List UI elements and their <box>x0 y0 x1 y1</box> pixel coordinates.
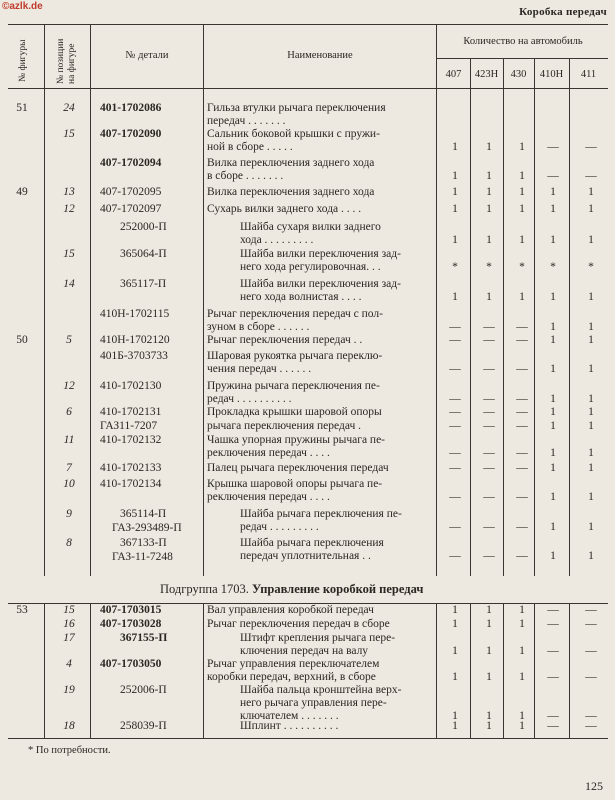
position-number: 14 <box>63 278 75 290</box>
qty-cell: — <box>547 645 559 657</box>
qty-cell: — <box>483 334 495 346</box>
qty-cell: 1 <box>550 334 556 346</box>
qty-cell: — <box>585 141 597 153</box>
qty-cell: — <box>547 710 559 722</box>
qty-cell: — <box>516 462 528 474</box>
col-header-part: № детали <box>125 50 169 61</box>
qty-cell: — <box>483 521 495 533</box>
qty-cell: — <box>585 671 597 683</box>
qty-cell: 1 <box>550 321 556 333</box>
col-divider <box>470 58 471 576</box>
position-number: 19 <box>63 684 75 696</box>
part-number-alt: ГАЗ-11-7248 <box>112 551 173 563</box>
qty-cell: 1 <box>588 234 594 246</box>
qty-cell: 1 <box>550 406 556 418</box>
qty-cell: 1 <box>588 406 594 418</box>
qty-cell: — <box>449 420 461 432</box>
qty-cell: — <box>449 550 461 562</box>
qty-cell: 1 <box>519 645 525 657</box>
qty-cell: 1 <box>452 141 458 153</box>
col-header-fig: № фигуры <box>18 39 28 82</box>
qty-cell: * <box>519 261 525 273</box>
table-bottom-rule <box>8 738 608 739</box>
qty-cell: 1 <box>486 141 492 153</box>
qty-cell: 1 <box>452 234 458 246</box>
col-divider <box>44 24 45 576</box>
position-number: 12 <box>63 380 75 392</box>
part-number: 258039-П <box>120 720 167 732</box>
qty-cell: 1 <box>588 334 594 346</box>
part-name-line: Чашка упорная пружины рычага пе- <box>207 434 386 446</box>
qty-cell: 1 <box>550 203 556 215</box>
qty-cell: 1 <box>550 447 556 459</box>
qty-cell: * <box>550 261 556 273</box>
qty-cell: 1 <box>452 604 458 616</box>
qty-cell: — <box>585 170 597 182</box>
qty-cell: 1 <box>588 393 594 405</box>
part-number: ГАЗ11-7207 <box>100 420 158 432</box>
table-top-rule <box>8 24 608 25</box>
qty-cell: — <box>483 462 495 474</box>
position-number: 9 <box>66 508 72 520</box>
part-number: 410Н-1702120 <box>100 334 170 346</box>
part-name-line: редач . . . . . . . . . <box>240 521 319 533</box>
qty-cell: — <box>547 141 559 153</box>
position-number: 13 <box>63 186 75 198</box>
position-number: 18 <box>63 720 75 732</box>
qty-cell: — <box>516 521 528 533</box>
qty-cell: — <box>516 491 528 503</box>
col-header-name: Наименование <box>287 50 353 61</box>
part-number: 410-1702132 <box>100 434 162 446</box>
part-name-line: ключения передач на валу <box>240 645 369 657</box>
part-name-line: зуном в сборе . . . . . . <box>207 321 310 333</box>
qty-cell: — <box>516 393 528 405</box>
qty-cell: — <box>449 363 461 375</box>
qty-cell: — <box>516 550 528 562</box>
col-divider <box>470 603 471 738</box>
col-divider <box>203 24 204 576</box>
running-header: Коробка передач <box>519 6 607 18</box>
qty-cell: 1 <box>486 291 492 303</box>
qty-cell: — <box>449 491 461 503</box>
part-name-line: Пружина рычага переключения пе- <box>207 380 380 392</box>
qty-cell: — <box>449 521 461 533</box>
qty-cell: 1 <box>588 420 594 432</box>
col-header-model: 410Н <box>539 69 564 80</box>
part-number: 367133-П <box>120 537 167 549</box>
position-number: 8 <box>66 537 72 549</box>
part-name-line: Шайба пальца кронштейна верх- <box>240 684 402 696</box>
qty-cell: 1 <box>588 462 594 474</box>
qty-cell: 1 <box>588 321 594 333</box>
qty-cell: — <box>516 321 528 333</box>
position-number: 15 <box>63 128 75 140</box>
qty-cell: 1 <box>550 462 556 474</box>
part-number: 365064-П <box>120 248 167 260</box>
qty-cell: 1 <box>519 604 525 616</box>
part-name-line: реключения передач . . . . <box>207 491 330 503</box>
part-name-line: Сальник боковой крышки с пружи- <box>207 128 380 140</box>
figure-number: 49 <box>16 186 28 198</box>
qty-cell: 1 <box>588 363 594 375</box>
qty-cell: — <box>547 618 559 630</box>
figure-number: 51 <box>16 102 28 114</box>
qty-cell: 1 <box>588 186 594 198</box>
col-divider <box>90 24 91 576</box>
qty-cell: 1 <box>452 710 458 722</box>
qty-cell: — <box>449 462 461 474</box>
qty-cell: 1 <box>550 393 556 405</box>
qty-cell: — <box>547 720 559 732</box>
qty-cell: 1 <box>550 291 556 303</box>
qty-cell: — <box>585 720 597 732</box>
qty-cell: — <box>449 447 461 459</box>
qty-cell: — <box>585 604 597 616</box>
qty-cell: * <box>486 261 492 273</box>
part-name-line: чения передач . . . . . . <box>207 363 312 375</box>
part-name-line: него хода регулировочная. . . <box>240 261 381 273</box>
part-name-line: хода . . . . . . . . . <box>240 234 314 246</box>
qty-cell: — <box>516 420 528 432</box>
qty-cell: 1 <box>519 291 525 303</box>
part-name-line: в сборе . . . . . . . <box>207 170 284 182</box>
qty-cell: — <box>547 671 559 683</box>
part-number: 410-1702130 <box>100 380 162 392</box>
col-header-qty: Количество на автомобиль <box>463 36 583 47</box>
part-name-line: передач уплотнительная . . <box>240 550 371 562</box>
part-name-line: Шплинт . . . . . . . . . . <box>240 720 339 732</box>
col-header-pos: № позиции на фигуре <box>56 38 77 84</box>
part-name-line: Вал управления коробкой передач <box>207 604 374 616</box>
qty-cell: — <box>483 491 495 503</box>
col-divider <box>503 58 504 576</box>
part-number: 407-1702094 <box>100 157 162 169</box>
qty-cell: — <box>483 321 495 333</box>
qty-cell: 1 <box>550 491 556 503</box>
part-name-line: Палец рычага переключения передач <box>207 462 389 474</box>
part-number: 410-1702134 <box>100 478 162 490</box>
subgroup-heading <box>160 582 423 597</box>
qty-cell: 1 <box>519 170 525 182</box>
part-name-line: редач . . . . . . . . . . <box>207 393 292 405</box>
position-number: 10 <box>63 478 75 490</box>
position-number: 16 <box>63 618 75 630</box>
qty-cell: 1 <box>452 203 458 215</box>
qty-cell: 1 <box>550 363 556 375</box>
part-name-line: Штифт крепления рычага пере- <box>240 632 396 644</box>
part-name-line: передач . . . . . . . <box>207 115 286 127</box>
col-divider <box>44 603 45 738</box>
col-divider <box>203 603 204 738</box>
part-name-line: него рычага управления пере- <box>240 697 387 709</box>
qty-cell: — <box>516 363 528 375</box>
position-number: 24 <box>63 102 75 114</box>
part-name-line: Рычаг переключения передач в сборе <box>207 618 390 630</box>
position-number: 17 <box>63 632 75 644</box>
qty-cell: 1 <box>588 491 594 503</box>
qty-cell: 1 <box>452 186 458 198</box>
qty-cell: — <box>449 321 461 333</box>
qty-cell: 1 <box>519 141 525 153</box>
qty-cell: 1 <box>519 618 525 630</box>
col-divider <box>90 603 91 738</box>
position-number: 5 <box>66 334 72 346</box>
part-name-line: Рычаг переключения передач с пол- <box>207 308 383 320</box>
col-divider <box>436 24 437 576</box>
qty-cell: — <box>449 393 461 405</box>
qty-cell: 1 <box>452 645 458 657</box>
part-name-line: Вилка переключения заднего хода <box>207 186 375 198</box>
part-number: 365114-П <box>120 508 167 520</box>
qty-cell: 1 <box>486 170 492 182</box>
qty-cell: 1 <box>588 550 594 562</box>
qty-cell: 1 <box>588 447 594 459</box>
part-name-line: Сухарь вилки заднего хода . . . . <box>207 203 362 215</box>
qty-cell: 1 <box>486 671 492 683</box>
col-divider <box>503 603 504 738</box>
col-header-model: 411 <box>580 69 597 80</box>
qty-sub-rule <box>436 58 608 59</box>
col-divider <box>569 603 570 738</box>
qty-cell: — <box>449 406 461 418</box>
part-name-line: Прокладка крышки шаровой опоры <box>207 406 382 418</box>
col-header-model: 407 <box>445 69 462 80</box>
part-name-line: него хода волнистая . . . . <box>240 291 362 303</box>
part-number: 401-1702086 <box>100 102 162 114</box>
subgroup-title: Управление коробкой передач <box>252 582 424 596</box>
part-name-line: Шайба сухаря вилки заднего <box>240 221 381 233</box>
qty-cell: — <box>516 447 528 459</box>
part-number: 407-1703015 <box>100 604 162 616</box>
position-number: 15 <box>63 604 75 616</box>
qty-cell: 1 <box>452 618 458 630</box>
qty-cell: — <box>585 710 597 722</box>
part-name-line: рычага переключения передач . <box>207 420 362 432</box>
qty-cell: 1 <box>588 203 594 215</box>
qty-cell: 1 <box>519 203 525 215</box>
watermark: ©azlk.de <box>2 1 43 12</box>
part-name-line: ной в сборе . . . . . <box>207 141 293 153</box>
qty-cell: 1 <box>519 720 525 732</box>
qty-cell: 1 <box>588 521 594 533</box>
qty-cell: 1 <box>486 234 492 246</box>
part-number-alt: ГАЗ-293489-П <box>112 522 182 534</box>
qty-cell: — <box>483 420 495 432</box>
col-header-model: 423Н <box>474 69 499 80</box>
part-name-line: Шаровая рукоятка рычага переклю- <box>207 350 383 362</box>
part-name-line: коробки передач, верхний, в сборе <box>207 671 376 683</box>
col-divider <box>436 603 437 738</box>
position-number: 7 <box>66 462 72 474</box>
qty-cell: 1 <box>452 170 458 182</box>
qty-cell: 1 <box>486 604 492 616</box>
position-number: 12 <box>63 203 75 215</box>
qty-cell: 1 <box>452 720 458 732</box>
qty-cell: — <box>547 170 559 182</box>
part-number: 367155-П <box>120 632 168 644</box>
part-name-line: Крышка шаровой опоры рычага пе- <box>207 478 383 490</box>
qty-cell: * <box>588 261 594 273</box>
part-number: 252006-П <box>120 684 167 696</box>
figure-number: 50 <box>16 334 28 346</box>
part-name-line: реключения передач . . . . <box>207 447 330 459</box>
qty-cell: 1 <box>452 291 458 303</box>
qty-cell: — <box>483 550 495 562</box>
qty-cell: — <box>483 447 495 459</box>
qty-cell: — <box>483 393 495 405</box>
part-number: 407-1703028 <box>100 618 162 630</box>
part-name-line: Шайба вилки переключения зад- <box>240 278 401 290</box>
qty-cell: 1 <box>588 291 594 303</box>
part-name-line: Шайба вилки переключения зад- <box>240 248 401 260</box>
qty-cell: 1 <box>519 710 525 722</box>
part-name-line: Гильза втулки рычага переключения <box>207 102 386 114</box>
part-number: 407-1702090 <box>100 128 162 140</box>
qty-cell: — <box>449 334 461 346</box>
part-number: 410-1702133 <box>100 462 162 474</box>
qty-cell: 1 <box>519 186 525 198</box>
qty-cell: — <box>483 406 495 418</box>
position-number: 15 <box>63 248 75 260</box>
subgroup-label: Подгруппа 1703. <box>160 582 249 596</box>
qty-cell: 1 <box>519 671 525 683</box>
position-number: 11 <box>63 434 75 446</box>
qty-cell: * <box>452 261 458 273</box>
part-number: 407-1702097 <box>100 203 162 215</box>
qty-cell: 1 <box>550 521 556 533</box>
part-number: 401Б-3703733 <box>100 350 168 362</box>
page-number: 125 <box>585 779 603 793</box>
qty-cell: — <box>483 363 495 375</box>
part-name-line: Рычаг переключения передач . . <box>207 334 363 346</box>
qty-cell: — <box>516 334 528 346</box>
header-bottom-rule <box>8 88 608 89</box>
qty-cell: 1 <box>486 645 492 657</box>
footnote: * По потребности. <box>28 745 111 756</box>
part-name-line: Шайба рычага переключения пе- <box>240 508 402 520</box>
part-number: 410Н-1702115 <box>100 308 170 320</box>
qty-cell: — <box>585 645 597 657</box>
qty-cell: 1 <box>519 234 525 246</box>
figure-number: 53 <box>16 604 28 616</box>
col-divider <box>569 58 570 576</box>
qty-cell: — <box>516 406 528 418</box>
qty-cell: 1 <box>486 618 492 630</box>
qty-cell: 1 <box>550 186 556 198</box>
part-name-line: Шайба рычага переключения <box>240 537 384 549</box>
part-name-line: ключателем . . . . . . . <box>240 710 339 722</box>
qty-cell: 1 <box>452 671 458 683</box>
qty-cell: — <box>547 604 559 616</box>
part-name-line: Вилка переключения заднего хода <box>207 157 375 169</box>
part-number: 407-1702095 <box>100 186 162 198</box>
qty-cell: 1 <box>550 420 556 432</box>
part-number: 407-1703050 <box>100 658 162 670</box>
position-number: 6 <box>66 406 72 418</box>
position-number: 4 <box>66 658 72 670</box>
qty-cell: 1 <box>486 710 492 722</box>
qty-cell: — <box>585 618 597 630</box>
part-number: 252000-П <box>120 221 167 233</box>
qty-cell: 1 <box>550 550 556 562</box>
qty-cell: 1 <box>486 186 492 198</box>
part-name-line: Рычаг управления переключателем <box>207 658 380 670</box>
qty-cell: 1 <box>550 234 556 246</box>
qty-cell: 1 <box>486 720 492 732</box>
part-number: 410-1702131 <box>100 406 162 418</box>
col-header-model: 430 <box>510 69 527 80</box>
part-number: 365117-П <box>120 278 167 290</box>
qty-cell: 1 <box>486 203 492 215</box>
